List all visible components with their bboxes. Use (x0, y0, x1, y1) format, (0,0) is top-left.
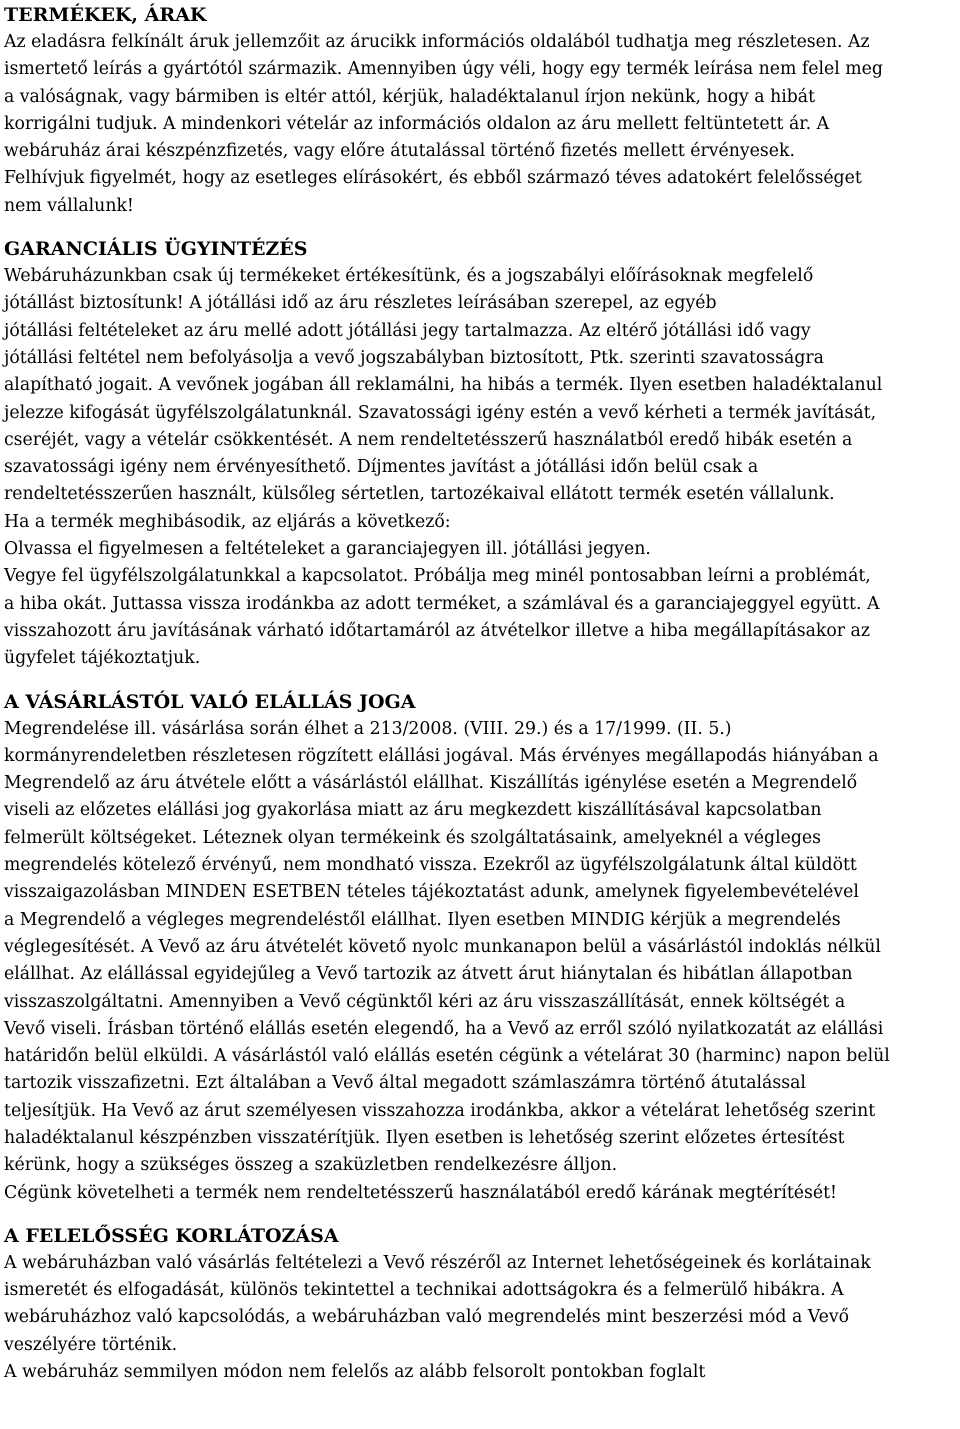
body-text-line: haladéktalanul készpénzben visszatérítjük. Ilyen esetben is lehetőség szerint előzetes értesítést (4, 1127, 845, 1148)
body-text-line: visszaszolgáltatni. Amennyiben a Vevő cégünktől kéri az áru visszaszállítását, ennek költségét a (4, 991, 846, 1012)
body-text-line: megrendelés kötelező érvényű, nem mondható vissza. Ezekről az ügyfélszolgálatunk által küldött (4, 855, 857, 876)
body-text-line: a valóságnak, vagy bármiben is eltér attól, kérjük, haladéktalanul írjon nekünk, hogy a hibát (4, 86, 816, 107)
body-text-line: Megrendelő az áru átvétele előtt a vásárlástól elállhat. Kiszállítás igénylése esetén a Megrendelő (4, 773, 858, 794)
body-text-line: Vevő viseli. Írásban történő elállás esetén elegendő, ha a Vevő az erről szóló nyilatkozatát az elállási (4, 1018, 884, 1039)
body-text-line: jótállási feltétel nem befolyásolja a vevő jogszabályban biztosított, Ptk. szerinti szavatosságra (4, 347, 824, 368)
body-text-line: a Megrendelő a végleges megrendeléstől elállhat. Ilyen esetben MINDIG kérjük a megrendelés (4, 909, 841, 930)
body-text-line: jótállást biztosítunk! A jótállási idő az áru részletes leírásában szerepel, az egyéb (4, 293, 717, 314)
body-text-line: a hiba okát. Juttassa vissza irodánkba az adott terméket, a számlával és a garanciajeggyel együtt. A (4, 593, 880, 614)
document-section (4, 1223, 956, 1386)
body-text-line: ismeretét és elfogadását, különös tekintettel a technikai adottságokra és a felmerülő hibákra. A (4, 1280, 844, 1301)
document-section (4, 689, 956, 1207)
body-text-line: webáruház árai készpénzfizetés, vagy előre átutalással történő fizetés mellett érvényesek. (4, 141, 795, 162)
body-text-line: kérünk, hogy a szükséges összeg a szaküzletben rendelkezésre álljon. (4, 1155, 618, 1176)
body-text-line: Olvassa el figyelmesen a feltételeket a garanciajegyen ill. jótállási jegyen. (4, 539, 651, 560)
body-text-line: jótállási feltételeket az áru mellé adott jótállási jegy tartalmazza. Az eltérő jótállási idő vagy (4, 320, 811, 341)
body-text-line: Az eladásra felkínált áruk jellemzőit az árucikk információs oldalából tudhatja meg részletesen. Az (4, 32, 870, 52)
body-text-line: veszélyére történik. (4, 1334, 178, 1355)
body-text-line: viseli az előzetes elállási jog gyakorlása miatt az áru megkezdett kiszállításával kapcsolatban (4, 800, 822, 821)
document-page (4, 2, 956, 1386)
body-text-line: szavatossági igény nem érvényesíthető. Díjmentes javítást a jótállási időn belül csak a (4, 457, 759, 478)
body-text-line: Vegye fel ügyfélszolgálatunkkal a kapcsolatot. Próbálja meg minél pontosabban leírni a problémát, (4, 566, 871, 587)
body-text-line: Megrendelése ill. vásárlása során élhet a 213/2008. (VIII. 29.) és a 17/1999. (II. 5.) (4, 718, 732, 739)
body-text-line: jelezze kifogását ügyfélszolgálatunknál. Szavatossági igény estén a vevő kérheti a termék javítását, (4, 402, 877, 423)
section-heading: A FELELŐSSÉG KORLÁTOZÁSA (4, 1224, 339, 1247)
body-text-line: kormányrendeletben részletesen rögzített elállási jogával. Más érvényes megállapodás hiányában a (4, 745, 879, 766)
body-text-line: Ha a termék meghibásodik, az eljárás a következő: (4, 511, 451, 532)
document-section (4, 236, 956, 672)
body-text-line: visszahozott áru javításának várható időtartamáról az átvételkor illetve a hiba megállapításakor az (4, 620, 870, 641)
section-heading: TERMÉKEK, ÁRAK (4, 4, 207, 26)
body-text-line: visszaigazolásban MINDEN ESETBEN tételes tájékoztatást adunk, amelynek figyelembevételével (4, 882, 859, 903)
body-text-line: A webáruházban való vásárlás feltételezi a Vevő részéről az Internet lehetőségeinek és korlátainak (4, 1252, 871, 1273)
body-text-line: Webáruházunkban csak új termékeket értékesítünk, és a jogszabályi előírásoknak megfelelő (4, 266, 814, 287)
body-text-line: ügyfelet tájékoztatjuk. (4, 648, 201, 669)
body-text-line: Cégünk követelheti a termék nem rendeltetésszerű használatából eredő kárának megtérítését! (4, 1182, 838, 1203)
body-text-line: alapítható jogait. A vevőnek jogában áll reklamálni, ha hibás a termék. Ilyen esetben haladéktalanul (4, 375, 883, 396)
body-text-line: tartozik visszafizetni. Ezt általában a Vevő által megadott számlaszámra történő átutalással (4, 1073, 806, 1094)
section-heading: GARANCIÁLIS ÜGYINTÉZÉS (4, 238, 308, 261)
body-text-line: rendeltetésszerűen használt, külsőleg sértetlen, tartozékaival ellátott termék esetén vállalunk. (4, 484, 835, 505)
body-text-line: ismertető leírás a gyártótól származik. Amennyiben úgy véli, hogy egy termék leírása nem felel meg (4, 59, 883, 80)
body-text-line: Felhívjuk figyelmét, hogy az esetleges elírásokért, és ebből származó téves adatokért felelősséget (4, 168, 862, 189)
body-text-line: felmerült költségeket. Léteznek olyan termékeink és szolgáltatásaink, amelyeknél a végleges (4, 827, 821, 848)
document-section (4, 2, 956, 220)
body-text-line: elállhat. Az elállással egyidejűleg a Vevő tartozik az átvett árut hiánytalan és hibátlan állapotban (4, 964, 853, 985)
body-text-line: véglegesítését. A Vevő az áru átvételét követő nyolc munkanapon belül a vásárlástól indoklás nélkül (4, 936, 881, 957)
section-heading: A VÁSÁRLÁSTÓL VALÓ ELÁLLÁS JOGA (4, 690, 416, 713)
body-text-line: teljesítjük. Ha Vevő az árut személyesen visszahozza irodánkba, akkor a vételárat lehetőség szerint (4, 1100, 876, 1121)
body-text-line: korrigálni tudjuk. A mindenkori vételár az információs oldalon az áru mellett feltüntetett ár. A (4, 113, 830, 134)
body-text-line: nem vállalunk! (4, 195, 134, 216)
body-text-line: cseréjét, vagy a vételár csökkentését. A nem rendeltetésszerű használatból eredő hibák esetén a (4, 429, 853, 450)
body-text-line: határidőn belül elküldi. A vásárlástól való elállás esetén cégünk a vételárat 30 (harminc) napon belül (4, 1046, 890, 1067)
body-text-line: A webáruház semmilyen módon nem felelős az alább felsorolt pontokban foglalt (4, 1362, 706, 1383)
body-text-line: webáruházhoz való kapcsolódás, a webáruházban való megrendelés mint beszerzési mód a Vevő (4, 1307, 850, 1328)
